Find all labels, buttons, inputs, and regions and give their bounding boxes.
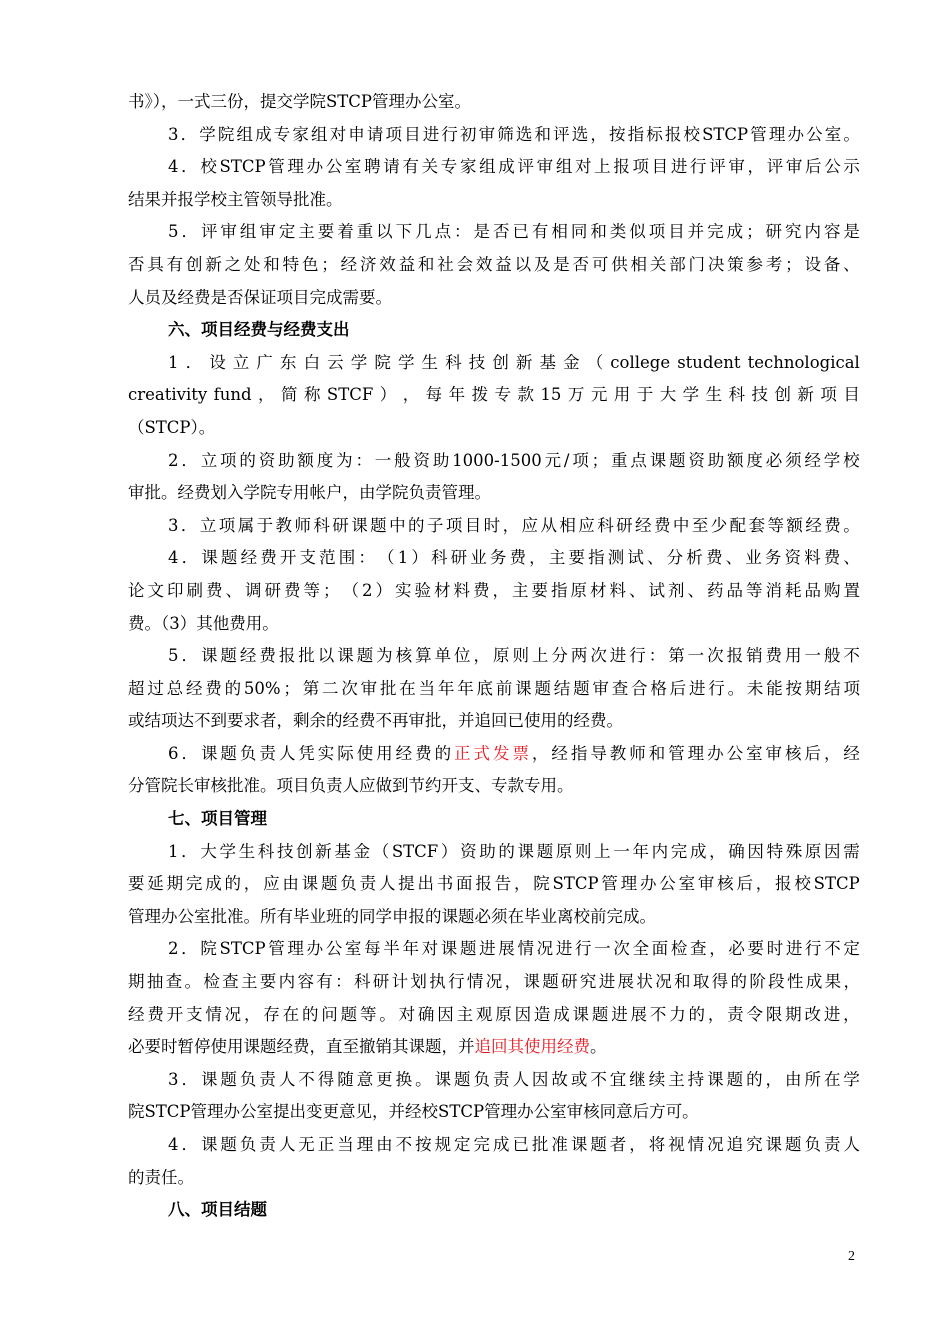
document-page bbox=[128, 86, 860, 1227]
text-line: 书》），一式三份，提交学院STCP管理办公室。 bbox=[128, 92, 472, 111]
section-heading: 六、项目经费与经费支出 bbox=[168, 320, 350, 340]
text-line: 人员及经费是否保证项目完成需要。 bbox=[128, 287, 392, 307]
text-line: 院STCP管理办公室提出变更意见，并经校STCP管理办公室审核同意后方可。 bbox=[128, 1102, 699, 1122]
text-line: 1 ． 大 学 生 科 技 创 新 基 金 （ STCF ） 资 助 的 课 题 原 则 上 一 年 内 完 成 ， 确 因 特 殊 原 因 需 bbox=[168, 841, 860, 861]
text-line: 3 ． 立 项 属 于 教 师 科 研 课 题 中 的 子 项 目 时 ， 应 从 相 应 科 研 经 费 中 至 少 配 套 等 额 经 费 。 bbox=[168, 515, 860, 535]
section-heading: 七、项目管理 bbox=[168, 809, 267, 829]
text-line: 4 ． 课 题 负 责 人 无 正 当 理 由 不 按 规 定 完 成 已 批 准 课 题 者 ， 将 视 情 况 追 究 课 题 负 责 人 bbox=[168, 1135, 860, 1154]
text-line: 必要时暂停使用课题经费，直至撤销其课题，并 追回其使用经费 。 bbox=[128, 1037, 607, 1057]
text-line: 审批。经费划入学院专用帐户，由学院负责管理。 bbox=[128, 483, 491, 503]
text-line: 经 费 开 支 情 况 ， 存 在 的 问 题 等 。 对 确 因 主 观 原 因 造 成 课 题 进 展 不 力 的 ， 责 令 限 期 改 进 ， bbox=[128, 1004, 860, 1024]
text-line: 期 抽 查 。 检 查 主 要 内 容 有 ： 科 研 计 划 执 行 情 况 ， 课 题 研 究 进 展 状 况 和 取 得 的 阶 段 性 成 果 ， bbox=[128, 972, 860, 992]
text-line: 5 ． 评 审 组 审 定 主 要 着 重 以 下 几 点 ： 是 否 已 有 相 同 和 类 似 项 目 并 完 成 ； 研 究 内 容 是 bbox=[168, 222, 860, 242]
text-line: 或结项达不到要求者，剩余的经费不再审批，并追回已使用的经费。 bbox=[128, 711, 623, 731]
text-line: 结果并报学校主管领导批准。 bbox=[128, 189, 343, 209]
text-line: 2 ． 院 STCP 管 理 办 公 室 每 半 年 对 课 题 进 展 情 况 进 行 一 次 全 面 检 查 ， 必 要 时 进 行 不 定 bbox=[168, 939, 860, 959]
text-line: 4 ． 课 题 经 费 开 支 范 围 ： （ 1 ） 科 研 业 务 费 ， 主 要 指 测 试 、 分 析 费 、 业 务 资 料 费 、 bbox=[168, 548, 860, 568]
page-number: 2 bbox=[848, 1249, 855, 1264]
text-line: 否 具 有 创 新 之 处 和 特 色 ； 经 济 效 益 和 社 会 效 益 以 及 是 否 可 供 相 关 部 门 决 策 参 考 ； 设 备 、 bbox=[128, 254, 860, 274]
text-line: 6 ． 课 题 负 责 人 凭 实 际 使 用 经 费 的 正 式 发 票 ， 经 指 导 教 师 和 管 理 办 公 室 审 核 后 ， 经 bbox=[168, 743, 860, 763]
text-line: 论 文 印 刷 费 、 调 研 费 等 ； （ 2 ） 实 验 材 料 费 ， 主 要 指 原 材 料 、 试 剂 、 药 品 等 消 耗 品 购 置 bbox=[128, 580, 860, 600]
text-line: 3 ． 学 院 组 成 专 家 组 对 申 请 项 目 进 行 初 审 筛 选 和 评 选 ， 按 指 标 报 校 STCP 管 理 办 公 室 。 bbox=[168, 124, 860, 144]
text-line: 分管院长审核批准。项目负责人应做到节约开支、专款专用。 bbox=[128, 776, 574, 796]
text-line: 要 延 期 完 成 的 ， 应 由 课 题 负 责 人 提 出 书 面 报 告 ， 院 STCP 管 理 办 公 室 审 核 后 ， 报 校 STCP bbox=[128, 874, 860, 894]
text-line: 5 ． 课 题 经 费 报 批 以 课 题 为 核 算 单 位 ， 原 则 上 分 两 次 进 行 ： 第 一 次 报 销 费 用 一 般 不 bbox=[168, 646, 860, 666]
text-line: 4 ． 校 STCP 管 理 办 公 室 聘 请 有 关 专 家 组 成 评 审 组 对 上 报 项 目 进 行 评 审 ， 评 审 后 公 示 bbox=[168, 157, 860, 177]
text-line: 的责任。 bbox=[128, 1167, 194, 1187]
text-line: 3 ． 课 题 负 责 人 不 得 随 意 更 换 。 课 题 负 责 人 因 故 或 不 宜 继 续 主 持 课 题 的 ， 由 所 在 学 bbox=[168, 1069, 860, 1089]
section-heading: 八、项目结题 bbox=[168, 1200, 267, 1220]
text-line: 2 ． 立 项 的 资 助 额 度 为 ： 一 般 资 助 1000-1500 元 / 项 ； 重 点 课 题 资 助 额 度 必 须 经 学 校 bbox=[168, 450, 860, 470]
text-line: 费。（3）其他费用。 bbox=[128, 613, 279, 633]
text-line: 管理办公室批准。所有毕业班的同学申报的课题必须在毕业离校前完成。 bbox=[128, 906, 656, 926]
text-line: creativity fund ， 简 称 STCF ） ， 每 年 拨 专 款 15 万 元 用 于 大 学 生 科 技 创 新 项 目 bbox=[128, 385, 860, 405]
text-line: 超 过 总 经 费 的 50% ； 第 二 次 审 批 在 当 年 年 底 前 课 题 结 题 审 查 合 格 后 进 行 。 未 能 按 期 结 项 bbox=[128, 678, 860, 698]
text-line: （STCP）。 bbox=[128, 417, 216, 437]
text-line: 1 ． 设 立 广 东 白 云 学 院 学 生 科 技 创 新 基 金 （ college student technological bbox=[168, 352, 860, 372]
